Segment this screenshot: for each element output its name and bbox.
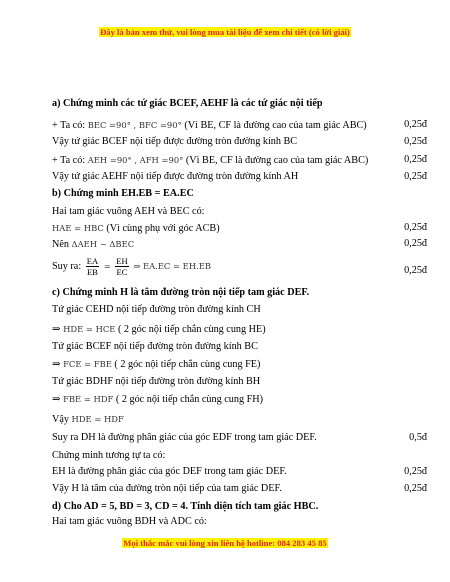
line-c-8 xyxy=(52,431,427,445)
math-expression: FBE = HDF xyxy=(63,394,114,404)
line-c-title xyxy=(52,286,427,300)
line-text: Vậy H là tâm của đường tròn nội tiếp của tam giác DEF. xyxy=(52,483,282,494)
line-b-title xyxy=(52,187,427,201)
line-suffix: (Vì BE, CF là đường cao của tam giác ABC) xyxy=(183,155,369,166)
math-expression: BEC =90° , BFC =90° xyxy=(87,120,182,130)
score-label: 0,25đ xyxy=(404,136,427,147)
line-text: EH là đường phân giác của góc DEF trong tam giác DEF. xyxy=(52,466,287,477)
line-text: Tứ giác CEHD nội tiếp đường tròn đường kính CH xyxy=(52,304,261,315)
line-c-9 xyxy=(52,449,427,463)
score-label: 0,5đ xyxy=(409,432,427,443)
math-expression: ΔAEH ~ ΔBEC xyxy=(71,239,135,249)
line-suffix: ( 2 góc nội tiếp chắn cùng cung HE) xyxy=(115,324,266,335)
line-text: Vậy tứ giác BCEF nội tiếp được đường tròn đường kính BC xyxy=(52,136,298,147)
line-c-2 xyxy=(52,322,427,337)
fraction-numerator: EH xyxy=(116,256,128,266)
line-text: c) Chứng minh H là tâm đường tròn nội tiếp tam giác DEF. xyxy=(52,287,310,298)
line-text: Tứ giác BCEF nội tiếp đường tròn đường kính BC xyxy=(52,341,258,352)
line-text: b) Chứng minh EH.EB = EA.EC xyxy=(52,188,194,199)
line-prefix: ⇒ xyxy=(52,359,64,370)
line-text: Tứ giác BDHF nội tiếp đường tròn đường kính BH xyxy=(52,376,261,387)
hotline-banner xyxy=(0,537,450,549)
line-c-11 xyxy=(52,482,427,496)
ratio-line xyxy=(52,256,427,277)
line-prefix: ⇒ xyxy=(52,324,64,335)
line-prefix: Nên xyxy=(52,239,72,250)
score-label: 0,25đ xyxy=(404,222,427,233)
score-label: 0,25đ xyxy=(404,238,427,249)
line-d-1 xyxy=(52,515,427,529)
line-prefix: + Ta có: xyxy=(52,155,88,166)
score-label: 0,25đ xyxy=(404,119,427,130)
line-b-3 xyxy=(52,237,427,252)
score-label: 0,25đ xyxy=(404,265,427,276)
fraction-eh-ec xyxy=(115,256,128,277)
line-suffix: ( 2 góc nội tiếp chắn cùng cung FH) xyxy=(113,394,264,405)
line-c-1 xyxy=(52,303,427,317)
line-text: a) Chứng minh các tứ giác BCEF, AEHF là các tứ giác nội tiếp xyxy=(52,98,323,109)
fraction-denominator: EC xyxy=(116,267,128,277)
line-d-title xyxy=(52,500,427,514)
line-c-7 xyxy=(52,412,427,427)
fraction-numerator: EA xyxy=(86,256,99,266)
line-b-1 xyxy=(52,205,427,219)
line-text: Hai tam giác vuông AEH và BEC có: xyxy=(52,206,205,217)
line-a-1 xyxy=(52,118,427,133)
fraction-denominator: EB xyxy=(86,267,98,277)
line-suffix: (Vì cùng phụ với góc ACB) xyxy=(103,223,220,234)
line-c-3 xyxy=(52,340,427,354)
math-expression: HDE = HDF xyxy=(71,414,124,424)
line-c-4 xyxy=(52,357,427,372)
equals-sign: = xyxy=(103,260,111,271)
hotline-text: Mọi thắc mắc vui lòng xin liên hệ hotline: 084 283 45 85 xyxy=(123,538,327,548)
line-text: d) Cho AD = 5, BD = 3, CD = 4. Tính diện tích tam giác HBC. xyxy=(52,501,319,512)
line-a-4 xyxy=(52,170,427,184)
line-suffix: ( 2 góc nội tiếp chắn cùng cung FE) xyxy=(111,359,261,370)
math-expression: HAE = HBC xyxy=(52,223,104,233)
line-suffix: (Vì BE, CF là đường cao của tam giác ABC) xyxy=(181,120,367,131)
line-prefix: Vậy xyxy=(52,414,72,425)
math-expression: HDE = HCE xyxy=(63,324,116,334)
math-expression: AEH =90° , AFH =90° xyxy=(87,155,184,165)
score-label: 0,25đ xyxy=(404,483,427,494)
line-c-5 xyxy=(52,375,427,389)
line-a-title xyxy=(52,97,427,111)
line-c-10 xyxy=(52,465,427,479)
score-label: 0,25đ xyxy=(404,171,427,182)
fraction-ea-eb xyxy=(86,256,99,277)
line-prefix: + Ta có: xyxy=(52,120,88,131)
line-text: Hai tam giác vuông BDH và ADC có: xyxy=(52,516,207,527)
preview-notice-banner xyxy=(0,26,450,38)
line-b-2 xyxy=(52,221,427,236)
ratio-result: ⇒ EA.EC = EH.EB xyxy=(133,260,212,271)
line-text: Chứng minh tương tự ta có: xyxy=(52,450,166,461)
score-label: 0,25đ xyxy=(404,466,427,477)
line-text: Suy ra DH là đường phân giác của góc EDF trong tam giác DEF. xyxy=(52,432,317,443)
line-a-3 xyxy=(52,153,427,168)
line-c-6 xyxy=(52,392,427,407)
line-a-2 xyxy=(52,135,427,149)
ratio-prefix: Suy ra: xyxy=(52,260,84,272)
preview-notice-text: Đây là bản xem thử, vui lòng mua tài liệu để xem chi tiết (có lời giải) xyxy=(100,27,350,37)
math-expression: FCE = FBE xyxy=(63,359,112,369)
line-text: Vậy tứ giác AEHF nội tiếp được đường tròn đường kính AH xyxy=(52,171,299,182)
line-prefix: ⇒ xyxy=(52,394,64,405)
score-label: 0,25đ xyxy=(404,154,427,165)
